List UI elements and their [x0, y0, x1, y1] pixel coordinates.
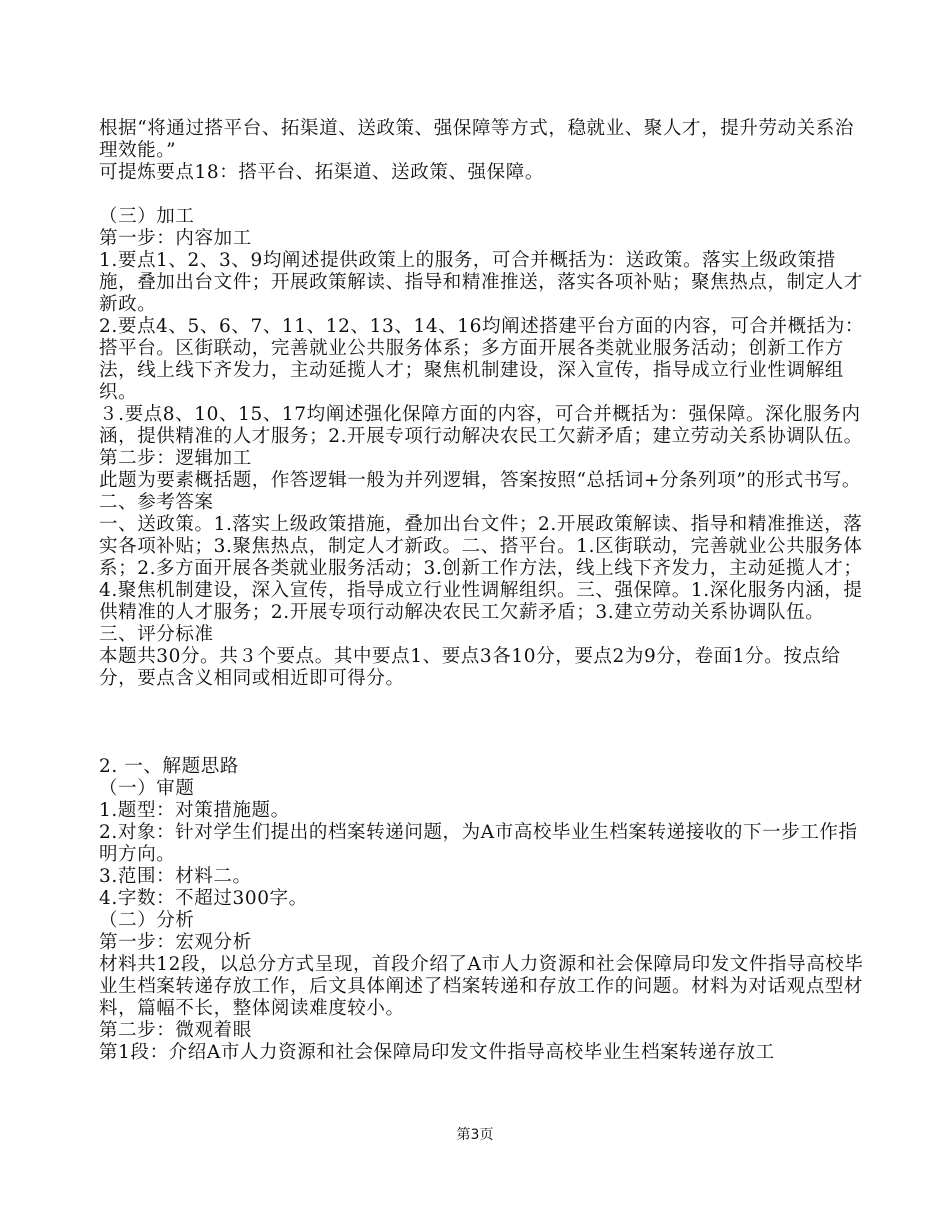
- paragraph: 可提炼要点18：搭平台、拓渠道、送政策、强保障。: [99, 162, 544, 183]
- paragraph: ３.要点8、10、15、17均阐述强化保障方面的内容，可合并概括为：强保障。深化服务内涵，提供精准的人才服务；2.开展专项行动解决农民工欠薪矛盾；建立劳动关系协调队伍。: [99, 404, 863, 447]
- spacer: [99, 184, 869, 206]
- list-item: 4.字数：不超过300字。: [99, 888, 308, 909]
- step-heading: 第二步：微观着眼: [99, 1020, 252, 1041]
- document-body: [99, 118, 869, 1064]
- section-heading: （一）审题: [99, 778, 195, 799]
- spacer: [99, 690, 869, 756]
- section-heading: （三）加工: [99, 206, 195, 227]
- section-heading: 二、参考答案: [99, 492, 214, 513]
- list-item: 3.范围：材料二。: [99, 866, 252, 887]
- paragraph: 根据“将通过搭平台、拓渠道、送政策、强保障等方式，稳就业、聚人才，提升劳动关系治理效能。”: [99, 118, 854, 161]
- list-item: 2.对象：针对学生们提出的档案转递问题，为A市高校毕业生档案转递接收的下一步工作指明方向。: [99, 822, 858, 865]
- step-heading: 第一步：宏观分析: [99, 932, 252, 953]
- scoring-paragraph: 本题共30分。共３个要点。其中要点1、要点3各10分，要点2为9分，卷面1分。按点给分，要点含义相同或相近即可得分。: [99, 646, 841, 689]
- section-heading: （二）分析: [99, 910, 195, 931]
- list-item: 1.题型：对策措施题。: [99, 800, 290, 821]
- answer-paragraph: 一、送政策。1.落实上级政策措施，叠加出台文件；2.开展政策解读、指导和精准推送，落实各项补贴；3.聚焦热点，制定人才新政。二、搭平台。1.区街联动，完善就业公共服务体系；2.多方面开展各类就业服务活动；3.创新工作方法，线上线下齐发力，主动延揽人才；4.聚焦机制建设，深入宣传，指导成立行业性调解组织。三、强保障。1.深化服务内涵，提供精准的人才服务；2.开展专项行动解决农民工欠薪矛盾；3.建立劳动关系协调队伍。: [99, 514, 863, 623]
- question-heading: 2. 一、解题思路: [99, 756, 239, 777]
- step-heading: 第二步：逻辑加工: [99, 448, 252, 469]
- paragraph: 材料共12段，以总分方式呈现，首段介绍了A市人力资源和社会保障局印发文件指导高校毕业生档案转递存放工作，后文具体阐述了档案转递和存放工作的问题。材料为对话观点型材料，篇幅不长，整体阅读难度较小。: [99, 954, 864, 1019]
- paragraph: 第1段：介绍A市人力资源和社会保障局印发文件指导高校毕业生档案转递存放工: [99, 1042, 775, 1063]
- section-heading: 三、评分标准: [99, 624, 214, 645]
- paragraph: 1.要点1、2、3、9均阐述提供政策上的服务，可合并概括为：送政策。落实上级政策措施，叠加出台文件；开展政策解读、指导和精准推送，落实各项补贴；聚焦热点，制定人才新政。: [99, 250, 864, 315]
- paragraph: 此题为要素概括题，作答逻辑一般为并列逻辑，答案按照“总括词+分条列项”的形式书写。: [99, 470, 862, 491]
- paragraph: 2.要点4、5、6、7、11、12、13、14、16均阐述搭建平台方面的内容，可合并概括为：搭平台。区街联动，完善就业公共服务体系；多方面开展各类就业服务活动；创新工作方法，线上线下齐发力，主动延揽人才；聚焦机制建设，深入宣传，指导成立行业性调解组织。: [99, 316, 865, 403]
- page-number: 第3页: [456, 1127, 494, 1143]
- step-heading: 第一步：内容加工: [99, 228, 252, 249]
